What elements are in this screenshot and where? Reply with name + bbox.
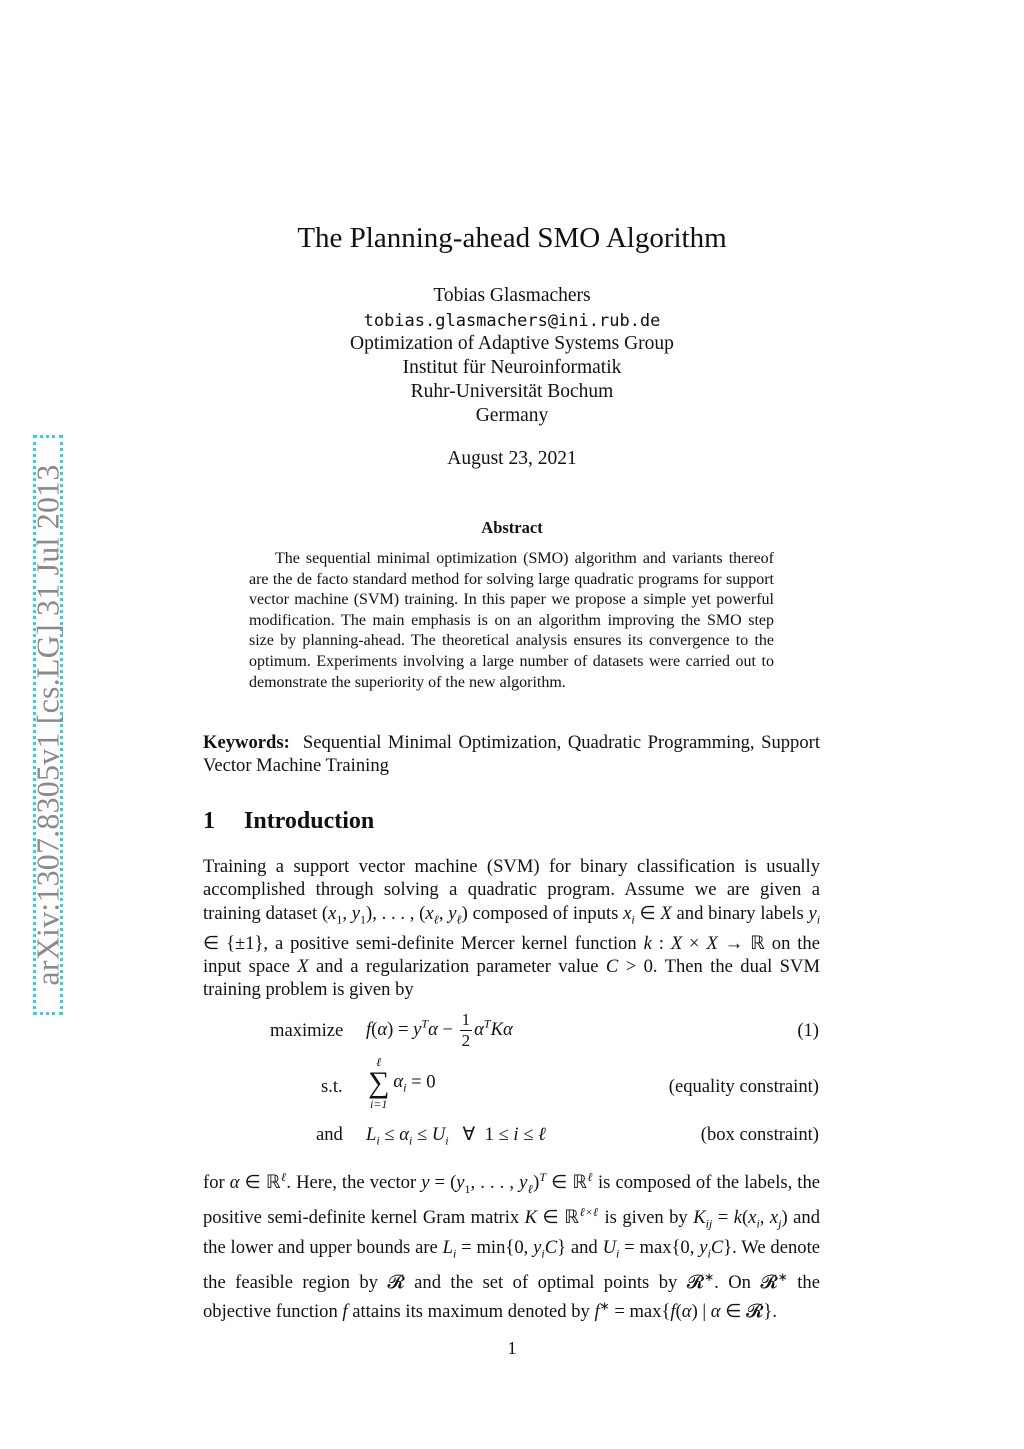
eq-tag-2: (equality constraint) [668, 1076, 819, 1097]
eq-equality: ℓ ∑ i=1 $\alpha_i = 0$ [368, 1055, 436, 1111]
eq-tag-3: (box constraint) [700, 1124, 819, 1145]
arxiv-stamp-text: arXiv:1307.8305v1 [cs.LG] 31 Jul 2013 [29, 464, 66, 986]
eq-row1-label: maximize [270, 1020, 344, 1041]
section-heading [203, 808, 374, 835]
paper-title: The Planning-ahead SMO Algorithm [297, 222, 727, 254]
affiliation-institute: Institut für Neuroinformatik [402, 357, 622, 378]
author-email: tobias.glasmachers@ini.rub.de [363, 311, 661, 331]
intro-paragraph-2: for α ∈ ℝ$^\ell$. Here, the vector $y = (y_1$, . . . , $y_\ell)^T$ ∈ ℝ$^\ell$ is composed of the labels, the positive semi-definite kernel Gram matrix K ∈ ℝ$^{\ell\times\ell}$ is given by $K_{ij} = k(x_i$, $x_j$) and the lower and upper bounds are $L_i = \min\{0$, $y_iC$} and $U_i = \max\{0$, $y_iC$}. We denote the feasible region by 𝓡 and the set of optimal points by 𝓡∗. On 𝓡∗ the objective function f attains its maximum denoted by f∗ = max{f(α) | α ∈ 𝓡}. [203, 1170, 821, 1323]
author-name: Tobias Glasmachers [433, 285, 591, 306]
keywords [203, 731, 820, 778]
page-number: 1 [507, 1338, 517, 1358]
abstract-text: The sequential minimal optimization (SMO) algorithm and variants thereof are the de facto standard method for solving large quadratic programs for support vector machine (SVM) training. In this paper we propose a simple yet powerful modification. The main emphasis is on an algorithm improving the SMO step size by planning-ahead. The theoretical analysis ensures its convergence to the optimum. Experiments involving a large number of datasets were carried out to demonstrate the superiority of the new algorithm. [249, 550, 774, 691]
section-number: 1 [203, 808, 215, 834]
abstract-heading: Abstract [481, 518, 543, 537]
keywords-text: Sequential Minimal Optimization, Quadratic Programming, Support Vector Machine Training [203, 732, 821, 777]
affiliation-group: Optimization of Adaptive Systems Group [350, 333, 674, 354]
eq-box: $L_i \le \alpha_i \le U_i$ ∀ 1 ≤ i ≤ ℓ [366, 1124, 546, 1148]
intro-paragraph-1: Training a support vector machine (SVM) for binary classification is usually accomplished through solving a quadratic program. Assume we are given a training dataset ($x_1$, $y_1$), . . . , ($x_\ell$, $y_\ell$) composed of inputs $x_i$ ∈ X and binary labels $y_i$ ∈ {±1}, a positive semi-definite Mercer kernel function k : X × X → ℝ on the input space X and a regularization parameter value C > 0. Then the dual SVM training problem is given by [203, 856, 821, 1001]
affiliation-country: Germany [475, 405, 549, 426]
paper-date: August 23, 2021 [447, 448, 577, 469]
eq-row3-label: and [316, 1124, 343, 1145]
section-title: Introduction [244, 808, 375, 834]
eq-row2-label: s.t. [321, 1076, 343, 1097]
eq-objective: $f(\alpha) = y^T\alpha$ − $\frac{1}{2}$ $\alpha^TK\alpha$ [366, 1010, 513, 1050]
eq-tag-1: (1) [797, 1020, 819, 1041]
keywords-label: Keywords: [203, 732, 290, 753]
affiliation-university: Ruhr-Universität Bochum [410, 381, 614, 402]
